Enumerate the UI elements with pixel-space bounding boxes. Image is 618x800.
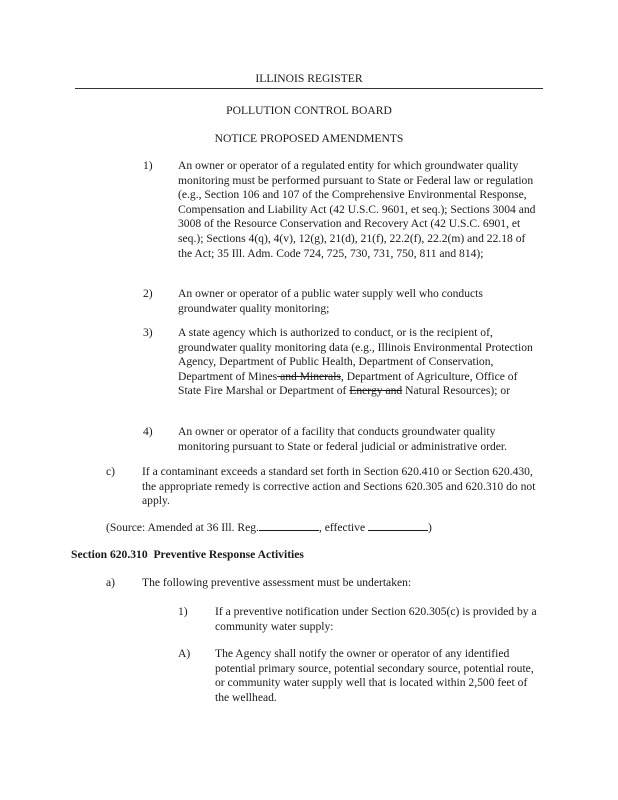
item-4-label: 4) bbox=[143, 425, 153, 438]
sub-1-label: 1) bbox=[178, 605, 188, 618]
source-blank-effective bbox=[368, 520, 428, 531]
register-title: ILLINOIS REGISTER bbox=[255, 72, 363, 85]
item-1-text: An owner or operator of a regulated entity for which groundwater quality monitoring must be performed pursuant to State or Federal law or regulation (e.g., Section 106 and 107 of the Comprehensive Environmental Response, Compensation and Liability Act (42 U.S.C. 9601, et seq.); Sections 3004 and 3008 of the Resource Conservation and Recovery Act (42 U.S.C. 6901, et seq.); Sections 4(q), 4(v), 12(g), 21(d), 21(f), 22.2(f), 22.2(m) and 22.18 of the Act; 35 Ill. Adm. Code 724, 725, 730, 731, 750, 811 and 814); bbox=[178, 159, 536, 260]
item-2-label: 2) bbox=[143, 287, 153, 300]
sub-A-text: The Agency shall notify the owner or operator of any identified potential primary source, potential secondary source, potential route, or community water supply well that is located within 2,500 feet of the wellhead. bbox=[215, 647, 534, 704]
section-number: Section 620.310 bbox=[71, 548, 148, 561]
source-blank-reg bbox=[259, 520, 319, 531]
item-3-text-middle: , Department of Agriculture, Office of State Fire Marshal or Department of bbox=[178, 369, 518, 398]
item-3-text-before: A state agency which is authorized to conduct, or is the recipient of, groundwater quality monitoring data (e.g., Illinois Environmental Protection Agency, Department of Public Health, Department of Conservation, Department of Mines bbox=[178, 326, 533, 383]
source-note-middle: , effective bbox=[318, 521, 366, 534]
board-title: POLLUTION CONTROL BOARD bbox=[226, 104, 392, 117]
source-note-before: (Source: Amended at 36 Ill. Reg. bbox=[106, 521, 259, 534]
item-3-text-after: Natural Resources); or bbox=[402, 384, 511, 398]
section-heading bbox=[71, 548, 541, 563]
sub-A-label: A) bbox=[178, 647, 191, 660]
item-3-label: 3) bbox=[143, 326, 153, 339]
notice-title: NOTICE PROPOSED AMENDMENTS bbox=[214, 132, 404, 145]
sub-a-text: The following preventive assessment must be undertaken: bbox=[142, 576, 412, 589]
source-note-after: ) bbox=[428, 521, 432, 534]
header-rule bbox=[75, 88, 543, 89]
item-3-text bbox=[178, 326, 540, 399]
item-c-text: If a contaminant exceeds a standard set forth in Section 620.410 or Section 620.430, the appropriate remedy is corrective action and Sections 620.305 and 620.310 do not apply. bbox=[142, 465, 536, 508]
item-4-text: An owner or operator of a facility that conducts groundwater quality monitoring pursuant to State or federal judicial or administrative order. bbox=[178, 425, 508, 453]
item-3-strike-energy: Energy and bbox=[349, 384, 403, 398]
item-c-label: c) bbox=[106, 465, 116, 478]
section-title: Preventive Response Activities bbox=[153, 548, 304, 561]
item-3-strike-mines: and Minerals bbox=[277, 369, 341, 383]
sub-1-text: If a preventive notification under Section 620.305(c) is provided by a community water supply: bbox=[215, 605, 537, 633]
item-1-label: 1) bbox=[143, 159, 153, 172]
item-2-text: An owner or operator of a public water supply well who conducts groundwater quality monitoring; bbox=[178, 287, 483, 315]
sub-a-label: a) bbox=[106, 576, 116, 589]
source-note bbox=[106, 520, 526, 536]
